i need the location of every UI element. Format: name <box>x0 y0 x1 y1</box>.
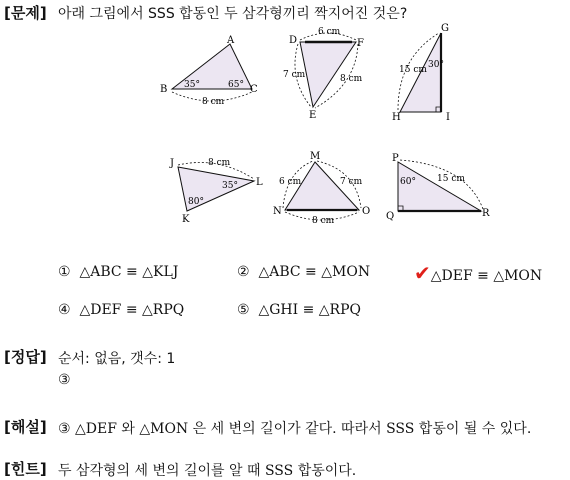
side-jl: 8 cm <box>208 158 231 168</box>
label-e: E <box>309 110 317 121</box>
triangle-def <box>283 27 364 121</box>
choice-4[interactable] <box>58 302 184 318</box>
check-mark-icon: ✔ <box>414 261 431 285</box>
label-b: B <box>160 84 168 95</box>
hint-tag: [힌트] <box>4 460 47 478</box>
choice-5[interactable] <box>237 302 361 318</box>
label-r: R <box>482 208 490 219</box>
choice-2[interactable] <box>237 264 370 280</box>
angle-b: 35° <box>184 80 200 90</box>
choice-2-number: ② <box>237 264 250 280</box>
label-h: H <box>392 112 401 123</box>
label-k: K <box>182 214 190 225</box>
answer-line: 순서: 없음, 갯수: 1 <box>58 351 176 367</box>
side-gh: 15 cm <box>399 65 427 75</box>
hint-text: 두 삼각형의 세 변의 길이를 알 때 SSS 합동이다. <box>58 463 357 479</box>
angle-p: 60° <box>400 177 416 187</box>
side-no: 8 cm <box>312 216 335 226</box>
label-f: F <box>357 38 364 49</box>
explanation-text: ③ △DEF 와 △MON 은 세 변의 길이가 같다. 따라서 SSS 합동이 될 수 있다. <box>58 421 532 437</box>
label-o: O <box>362 206 371 217</box>
side-df: 6 cm <box>318 27 341 37</box>
label-i: I <box>446 112 450 123</box>
angle-g: 30° <box>428 60 444 70</box>
label-n: N <box>273 206 282 217</box>
choice-3[interactable] <box>414 261 542 285</box>
label-l: L <box>256 177 263 188</box>
triangle-ghi <box>392 23 450 123</box>
label-q: Q <box>386 211 395 222</box>
label-d: D <box>289 35 298 46</box>
label-m: M <box>310 151 321 162</box>
triangle-pqr <box>386 153 490 222</box>
label-a: A <box>227 35 235 46</box>
choice-1-text: △ABC ≡ △KLJ <box>79 264 179 280</box>
label-g: G <box>441 23 449 34</box>
label-p: P <box>392 153 399 164</box>
triangle-mno <box>273 151 370 226</box>
triangle-abc <box>160 35 258 107</box>
choice-1-number: ① <box>58 264 71 280</box>
choice-5-text: △GHI ≡ △RPQ <box>258 302 361 318</box>
choice-4-number: ④ <box>58 302 71 318</box>
choice-4-text: △DEF ≡ △RPQ <box>79 302 185 318</box>
side-mo: 7 cm <box>340 177 363 187</box>
choice-5-number: ⑤ <box>237 302 250 318</box>
answer-tag: [정답] <box>4 348 47 366</box>
triangle-jkl <box>169 158 263 225</box>
choice-3-text: △DEF ≡ △MON <box>430 268 543 284</box>
question-tag: [문제] <box>4 4 47 22</box>
side-pr: 15 cm <box>437 174 465 184</box>
choice-1[interactable] <box>58 264 178 280</box>
angle-k: 80° <box>188 197 204 207</box>
side-ef: 8 cm <box>340 74 363 84</box>
choice-2-text: △ABC ≡ △MON <box>258 264 371 280</box>
label-c: C <box>250 84 258 95</box>
side-mn: 6 cm <box>279 177 302 187</box>
side-bc: 8 cm <box>202 97 225 107</box>
angle-l: 35° <box>222 181 238 191</box>
explanation-tag: [해설] <box>4 418 47 436</box>
label-j: J <box>170 158 175 169</box>
question-text: 아래 그림에서 SSS 합동인 두 삼각형끼리 짝지어진 것은? <box>58 6 408 22</box>
side-de: 7 cm <box>283 70 306 80</box>
angle-c: 65° <box>228 80 244 90</box>
answer-number: ③ <box>58 372 71 388</box>
